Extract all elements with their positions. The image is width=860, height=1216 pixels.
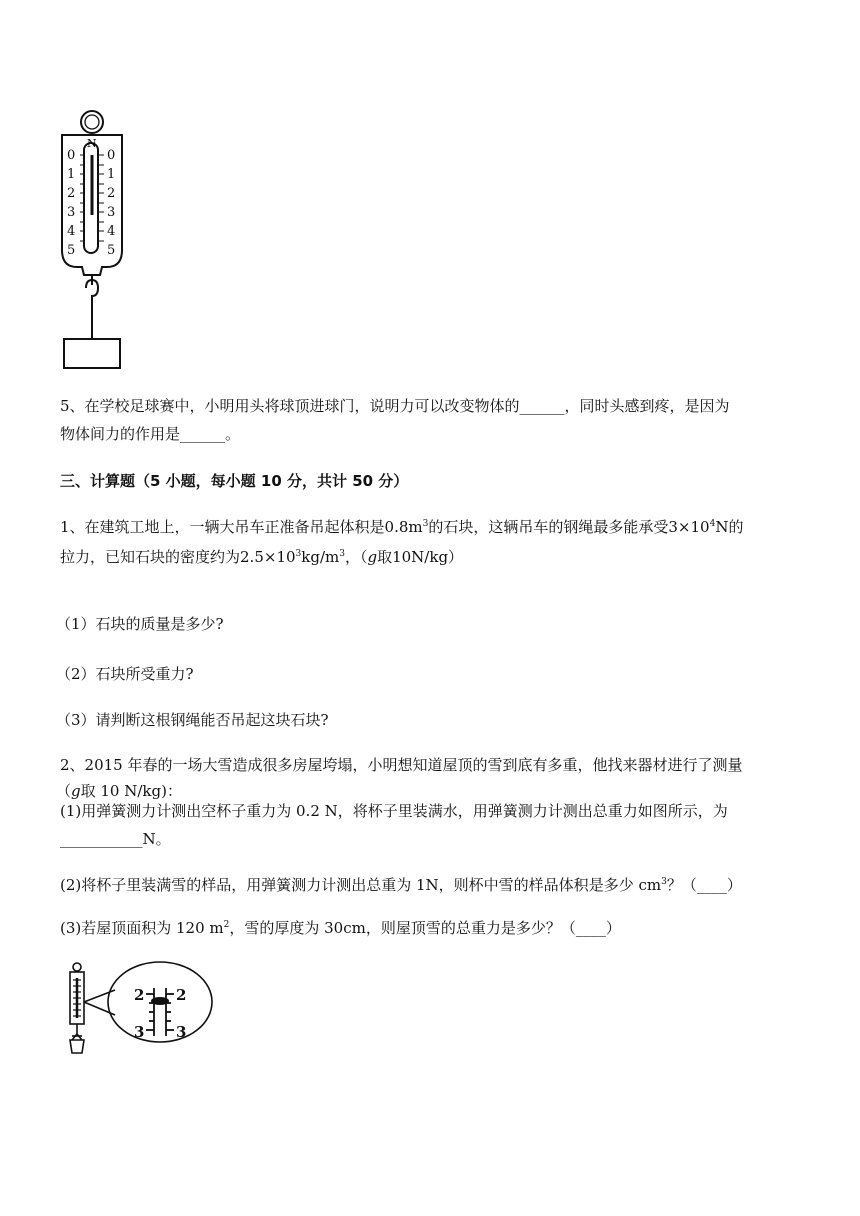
force-value: 3×10: [668, 518, 710, 536]
density-value: 2.5×10: [240, 548, 296, 566]
calc-2-sub-1-blank: ___________N。: [60, 830, 171, 848]
right-tick-label: 3: [107, 205, 116, 220]
left-tick-label: 5: [67, 243, 76, 258]
cup-icon: [70, 1040, 84, 1053]
calc-2-sub-2: (2)将杯子里装满雪的样品，用弹簧测力计测出总重为 1N，则杯中雪的样品体积是多少 $cm^3$？（____）: [60, 876, 742, 894]
spring-scale-figure: [55, 105, 155, 375]
right-tick-label: 2: [107, 186, 116, 201]
left-tick-label: 3: [67, 205, 76, 220]
magnified-label-top-left: 2: [134, 986, 145, 1004]
left-tick-label: 2: [67, 186, 76, 201]
right-tick-label: 4: [107, 224, 116, 239]
volume-value: 0.8m: [384, 518, 423, 536]
pointer-icon: [151, 997, 169, 1005]
right-tick-label: 1: [107, 167, 116, 182]
left-tick-label: 0: [67, 148, 76, 163]
calc-2-line-2: （g取 10 N/kg)：: [56, 782, 182, 800]
calc-1-line-2: 拉力，已知石块的密度约为$2.5\times 10^3kg/m^3$，（g取10N/kg）: [60, 548, 464, 566]
calc-1-line-1: 1、在建筑工地上，一辆大吊车正准备吊起体积是$0.8m^3$的石块，这辆吊车的钢绳最多能承受$3\times 10^4N$的: [60, 518, 744, 536]
left-tick-label: 4: [67, 224, 76, 239]
left-tick-label: 1: [67, 167, 76, 182]
section-title: 三、计算题（5 小题，每小题 10 分，共计 50 分）: [60, 472, 409, 490]
calc-question-1: [60, 514, 816, 570]
calc-question-2: [56, 752, 816, 804]
calc-2-line-1: 2、2015 年春的一场大雪造成很多房屋垮塌，小明想知道屋顶的雪到底有多重，他找来器材进行了测量: [60, 756, 743, 774]
question-5-line-1: 5、在学校足球赛中，小明用头将球顶进球门，说明力可以改变物体的______，同时头感到疼，是因为: [60, 397, 730, 415]
magnified-label-top-right: 2: [176, 986, 187, 1004]
calc-1-sub-1: （1）石块的质量是多少?: [56, 615, 224, 633]
calc-2-sub-1: (1)用弹簧测力计测出空杯子重力为 0.2 N，将杯子里装满水，用弹簧测力计测出总重力如图所示，为 ___________N。: [60, 798, 816, 852]
right-tick-label: 5: [107, 243, 116, 258]
calc-1-sub-3: （3）请判断这根钢绳能否吊起这块石块?: [56, 711, 329, 729]
scale-unit-label: N: [87, 137, 97, 150]
question-5: [60, 393, 816, 447]
question-5-line-2: 物体间力的作用是______。: [60, 425, 241, 443]
magnified-label-bottom-left: 3: [134, 1023, 145, 1041]
scale-ring: [81, 111, 103, 133]
right-tick-label: 0: [107, 148, 116, 163]
magnified-label-bottom-right: 3: [176, 1023, 187, 1041]
calc-1-sub-2: （2）石块所受重力?: [56, 665, 194, 683]
hanging-block: [64, 339, 120, 368]
cup-scale-figure: [60, 960, 220, 1060]
calc-2-sub-3: (3)若屋顶面积为 120 $m^2$，雪的厚度为 30cm，则屋顶雪的总重力是多少？（____）: [60, 919, 621, 937]
